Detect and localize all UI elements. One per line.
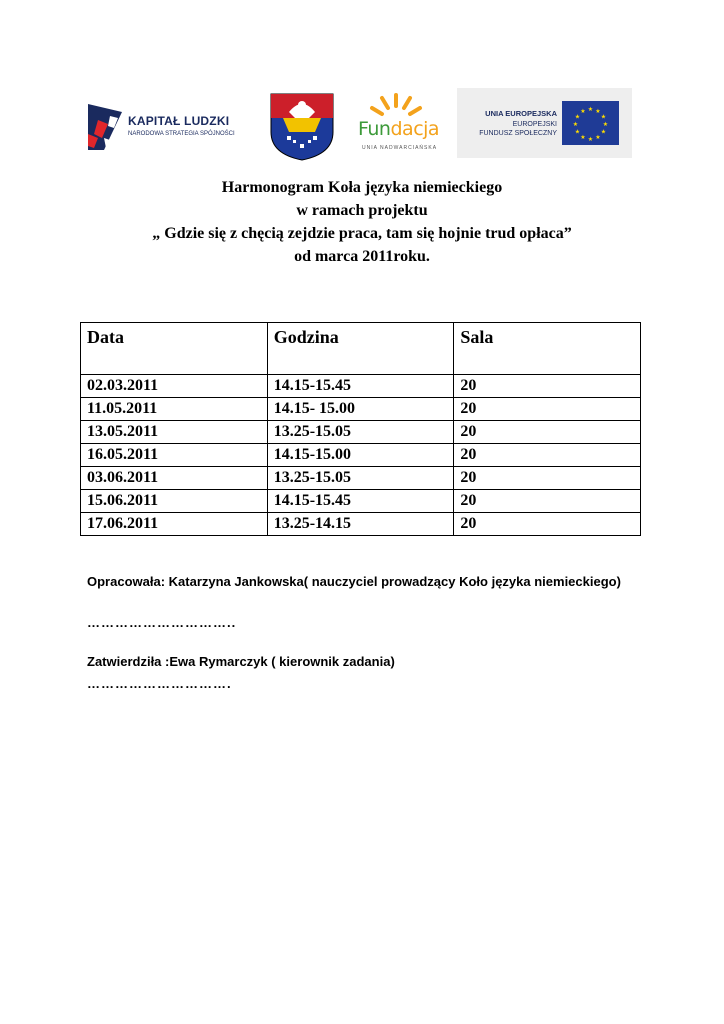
cell-date: 17.06.2011: [81, 513, 268, 536]
kapital-ludzki-title: KAPITAŁ LUDZKI: [128, 114, 230, 128]
cell-date: 03.06.2011: [81, 467, 268, 490]
table-row: [81, 467, 641, 490]
table-row: [81, 490, 641, 513]
fundacja-word-suffix: dacja: [390, 118, 440, 140]
cell-time: 14.15-15.45: [267, 490, 454, 513]
cell-time: 14.15- 15.00: [267, 398, 454, 421]
cell-room: 20: [454, 375, 641, 398]
svg-text:★: ★: [595, 134, 601, 141]
table-row: [81, 421, 641, 444]
table-row: [81, 398, 641, 421]
document-title: [80, 176, 644, 268]
cell-date: 15.06.2011: [81, 490, 268, 513]
fundacja-logo: [356, 92, 438, 164]
title-line-1: Harmonogram Koła języka niemieckiego: [221, 179, 503, 196]
sun-rays-icon: [366, 92, 426, 120]
fundacja-word-prefix: Fun: [358, 118, 391, 140]
svg-text:★: ★: [580, 108, 586, 115]
eu-logo: [457, 88, 632, 158]
cell-date: 11.05.2011: [81, 398, 268, 421]
title-line-2: w ramach projektu: [296, 202, 428, 219]
eu-line-3: FUNDUSZ SPOŁECZNY: [479, 130, 557, 137]
svg-text:★: ★: [595, 108, 601, 115]
svg-text:★: ★: [600, 128, 607, 136]
cell-time: 13.25-15.05: [267, 421, 454, 444]
header-date: Data: [81, 323, 268, 375]
title-line-3: „ Gdzie się z chęcią zejdzie praca, tam się hojnie trud opłaca”: [152, 225, 572, 242]
eu-flag-icon: [562, 101, 619, 145]
cell-date: 16.05.2011: [81, 444, 268, 467]
eu-line-2: EUROPEJSKI: [512, 121, 557, 128]
eu-line-1: UNIA EUROPEJSKA: [485, 109, 557, 118]
eagle-shield-icon: [269, 92, 335, 162]
logo-bar: [84, 88, 640, 168]
table-header-row: [81, 323, 641, 375]
table-row: [81, 375, 641, 398]
cell-room: 20: [454, 513, 641, 536]
prepared-signature-line: …………………………..: [87, 615, 237, 630]
cell-date: 02.03.2011: [81, 375, 268, 398]
cell-time: 13.25-15.05: [267, 467, 454, 490]
prepared-by-note: Opracowała: Katarzyna Jankowska( nauczyciel prowadzący Koło języka niemieckiego): [87, 574, 621, 589]
svg-text:★: ★: [587, 136, 594, 143]
svg-text:★: ★: [602, 121, 609, 128]
coat-of-arms-logo: [269, 92, 335, 162]
cell-time: 14.15-15.00: [267, 444, 454, 467]
title-line-4: od marca 2011roku.: [294, 248, 430, 265]
header-room: Sala: [454, 323, 641, 375]
kapital-ludzki-subtitle: NARODOWA STRATEGIA SPÓJNOŚCI: [128, 131, 235, 137]
svg-text:★: ★: [587, 106, 594, 113]
cell-room: 20: [454, 421, 641, 444]
svg-text:★: ★: [580, 134, 586, 141]
table-row: [81, 513, 641, 536]
svg-text:★: ★: [574, 113, 581, 121]
fundacja-subtitle: UNIA NADWARCIAŃSKA: [362, 145, 438, 151]
cell-room: 20: [454, 490, 641, 513]
cell-room: 20: [454, 467, 641, 490]
cell-time: 13.25-14.15: [267, 513, 454, 536]
cell-time: 14.15-15.45: [267, 375, 454, 398]
cell-date: 13.05.2011: [81, 421, 268, 444]
kapital-ludzki-logo: [84, 98, 244, 153]
svg-text:★: ★: [574, 128, 581, 136]
svg-text:★: ★: [572, 121, 579, 128]
svg-text:★: ★: [600, 113, 607, 121]
approved-signature-line: ………………………….: [87, 676, 232, 691]
schedule-table: [80, 322, 641, 536]
cell-room: 20: [454, 444, 641, 467]
kapital-ludzki-emblem-icon: [84, 98, 128, 153]
table-row: [81, 444, 641, 467]
fundacja-wordmark: [358, 118, 439, 140]
cell-room: 20: [454, 398, 641, 421]
header-time: Godzina: [267, 323, 454, 375]
approved-by-note: Zatwierdziła :Ewa Rymarczyk ( kierownik zadania): [87, 654, 395, 669]
